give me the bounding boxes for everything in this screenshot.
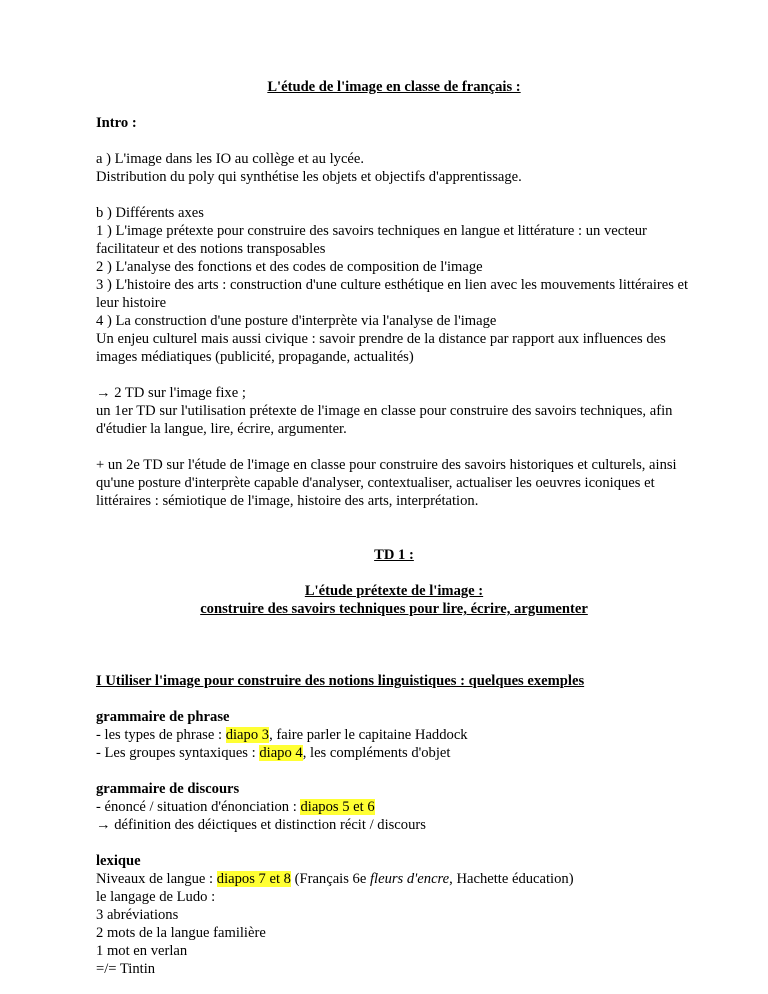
highlight-diapo-4: diapo 4 bbox=[259, 745, 303, 761]
axis-item-4: 4 ) La construction d'une posture d'interprète via l'analyse de l'image bbox=[96, 313, 497, 329]
td-second-description: + un 2e TD sur l'étude de l'image en classe pour construire des savoirs historiques et culturels, ainsi qu'une posture d'interprète capable d'analyser, contextualiser, actualiser les oeuvres iconiques et littéraires : sémiotique de l'image, histoire des arts, interprétation. bbox=[96, 457, 677, 509]
grammaire-discours-item-1: - énoncé / situation d'énonciation : diapos 5 et 6 bbox=[96, 799, 375, 815]
td1-subtitle-1: L'étude prétexte de l'image : bbox=[304, 583, 484, 599]
lexique-line: 1 mot en verlan bbox=[96, 943, 188, 959]
highlight-diapo-3: diapo 3 bbox=[225, 727, 270, 743]
civic-issue-text: Un enjeu culturel mais aussi civique : savoir prendre de la distance par rapport aux influences des images médiatiques (publicité, propagande, actualités) bbox=[96, 331, 666, 365]
book-title: fleurs d'encre bbox=[369, 871, 450, 887]
lexique-line-1: Niveaux de langue : diapos 7 et 8 (Français 6e fleurs d'encre, Hachette éducation) bbox=[96, 871, 574, 887]
lexique-line: 3 abréviations bbox=[96, 907, 179, 923]
td-arrow-line: → 2 TD sur l'image fixe ; bbox=[96, 385, 246, 401]
section1-heading: I Utiliser l'image pour construire des notions linguistiques : quelques exemples bbox=[96, 673, 585, 689]
lexique-heading: lexique bbox=[96, 853, 141, 869]
axis-item-3: 3 ) L'histoire des arts : construction d'une culture esthétique en lien avec les mouvements littéraires et leur histoire bbox=[96, 277, 689, 311]
intro-heading: Intro : bbox=[96, 115, 137, 131]
axis-item-2: 2 ) L'analyse des fonctions et des codes de composition de l'image bbox=[96, 259, 483, 275]
grammaire-discours-item-2: → définition des déictiques et distinction récit / discours bbox=[96, 817, 426, 833]
axis-item-1: 1 ) L'image prétexte pour construire des savoirs techniques en langue et littérature : un vecteur facilitateur et des notions transposables bbox=[96, 223, 647, 257]
highlight-diapos-7-8: diapos 7 et 8 bbox=[216, 871, 291, 887]
td1-title: TD 1 : bbox=[374, 547, 414, 563]
td1-subtitle-2: construire des savoirs techniques pour lire, écrire, argumenter bbox=[200, 601, 588, 617]
intro-a-line1: a ) L'image dans les IO au collège et au lycée. bbox=[96, 151, 365, 167]
grammaire-discours-heading: grammaire de discours bbox=[96, 781, 240, 797]
grammaire-phrase-item-1: - les types de phrase : diapo 3, faire parler le capitaine Haddock bbox=[96, 727, 468, 743]
grammaire-phrase-item-2: - Les groupes syntaxiques : diapo 4, les compléments d'objet bbox=[96, 745, 451, 761]
lexique-line: le langage de Ludo : bbox=[96, 889, 216, 905]
highlight-diapos-5-6: diapos 5 et 6 bbox=[300, 799, 375, 815]
td-first-description: un 1er TD sur l'utilisation prétexte de l'image en classe pour construire des savoirs techniques, afin d'étudier la langue, lire, écrire, argumenter. bbox=[96, 403, 673, 437]
intro-b-heading: b ) Différents axes bbox=[96, 205, 204, 221]
intro-a-line2: Distribution du poly qui synthétise les objets et objectifs d'apprentissage. bbox=[96, 169, 522, 185]
lexique-line: =/= Tintin bbox=[96, 961, 156, 977]
grammaire-phrase-heading: grammaire de phrase bbox=[96, 709, 230, 725]
document-title: L'étude de l'image en classe de français : bbox=[267, 79, 521, 95]
lexique-line: 2 mots de la langue familière bbox=[96, 925, 266, 941]
